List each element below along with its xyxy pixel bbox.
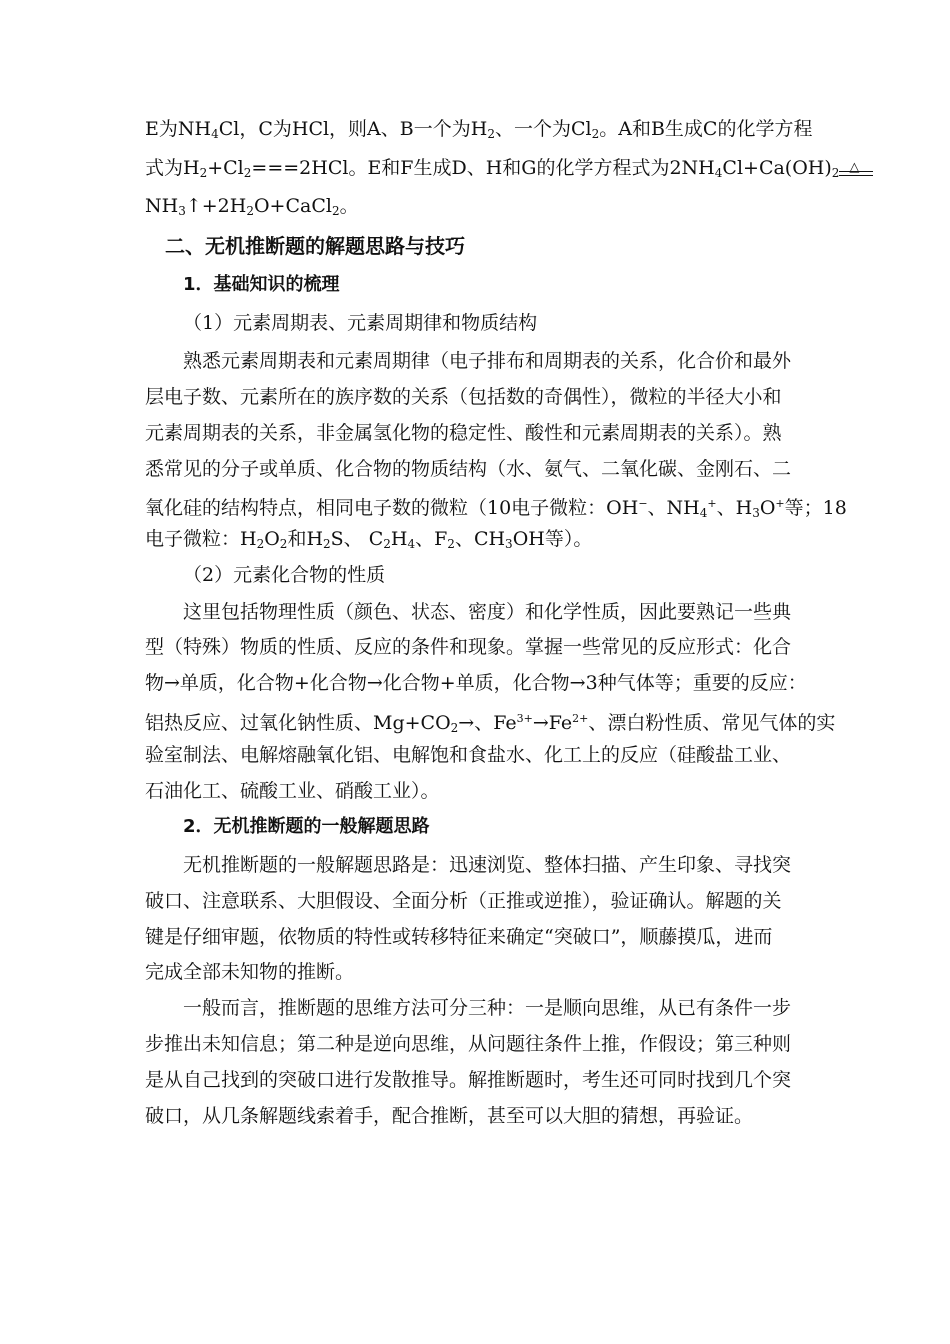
text-run: 、一个为Cl (494, 118, 592, 140)
subscript: 2 (279, 537, 288, 551)
text-run: H (390, 528, 408, 550)
paragraph-line: 熟悉元素周期表和元素周期律（电子排布和周期表的关系，化合价和最外 (183, 350, 792, 372)
text-run: 。 (339, 195, 359, 217)
subscript: 4 (699, 506, 708, 520)
paragraph-line: 一般而言，推断题的思维方法可分三种：一是顺向思维，从已有条件一步 (183, 997, 792, 1019)
subscript: 2 (256, 537, 265, 551)
paragraph-title: （2）元素化合物的性质 (183, 564, 386, 586)
text-run: 氧化硅的结构特点，相同电子数的微粒（10电子微粒：OH (145, 497, 639, 519)
text-run: 、F (415, 528, 448, 550)
paragraph-line (145, 527, 592, 556)
superscript: − (638, 497, 648, 510)
text-run: OH等）。 (512, 528, 593, 550)
subsection-heading: 1．基础知识的梳理 (183, 274, 340, 295)
text-line (145, 194, 359, 223)
subscript: 2 (383, 537, 391, 551)
text-run: →、Fe (458, 712, 517, 734)
text-run: ↑+2H (185, 195, 247, 217)
text-run: ===2HCl。E和F生成D、H和G的化学方程式为2NH (251, 157, 715, 179)
superscript: + (707, 497, 717, 510)
text-run: NH (145, 195, 179, 217)
text-run: O (264, 528, 280, 550)
text-run: +Cl (207, 157, 244, 179)
paragraph-line: 层电子数、元素所在的族序数的关系（包括数的奇偶性），微粒的半径大小和 (145, 386, 782, 408)
paragraph-line: 完成全部未知物的推断。 (145, 961, 355, 983)
text-run: 式为H (145, 157, 200, 179)
text-run: 、H (716, 497, 753, 519)
text-run: S、 C (330, 528, 384, 550)
paragraph-title: （1）元素周期表、元素周期律和物质结构 (183, 312, 538, 334)
subscript: 2 (447, 537, 455, 551)
subscript: 2 (591, 127, 600, 141)
text-line (145, 156, 873, 185)
paragraph-line: 元素周期表的关系，非金属氢化物的稳定性、酸性和元素周期表的关系）。熟 (145, 422, 782, 444)
subscript: 3 (178, 204, 186, 218)
text-run: Cl+Ca(OH) (722, 157, 832, 179)
text-run: 、NH (647, 497, 700, 519)
paragraph-line: 悉常见的分子或单质、化合物的物质结构（水、氨气、二氧化碳、金刚石、二 (145, 458, 792, 480)
paragraph-line: 步推出未知信息；第二种是逆向思维，从问题往条件上推，作假设；第三种则 (145, 1033, 792, 1055)
subscript: 4 (407, 537, 416, 551)
subscript: 2 (450, 721, 459, 735)
delta-icon: △ (849, 160, 860, 175)
paragraph-line: 无机推断题的一般解题思路是：迅速浏览、整体扫描、产生印象、寻找突 (183, 854, 792, 876)
superscript: 3+ (516, 712, 533, 725)
subscript: 2 (487, 127, 495, 141)
subscript: 4 (714, 166, 723, 180)
subscript: 3 (752, 506, 760, 520)
text-line (145, 117, 812, 146)
text-run: 。A和B生成C的化学方程 (599, 118, 813, 140)
text-run: 电子微粒：H (145, 528, 257, 550)
paragraph-line: 这里包括物理性质（颜色、状态、密度）和化学性质，因此要熟记一些典 (183, 601, 792, 623)
paragraph-line: 验室制法、电解熔融氧化铝、电解饱和食盐水、化工上的反应（硅酸盐工业、 (145, 744, 792, 766)
text-run: O (759, 497, 776, 519)
paragraph-line: 物→单质，化合物+化合物→化合物+单质，化合物→3种气体等；重要的反应： (145, 672, 807, 694)
subscript: 4 (211, 127, 219, 141)
subscript: 2 (199, 166, 208, 180)
paragraph-line: 石油化工、硫酸工业、硝酸工业）。 (145, 780, 440, 802)
text-run: 、CH (454, 528, 506, 550)
paragraph-line: 破口，从几条解题线索着手，配合推断，甚至可以大胆的猜想，再验证。 (145, 1105, 754, 1127)
text-run: O+CaCl (253, 195, 332, 217)
subscript: 2 (243, 166, 252, 180)
text-run: →Fe (532, 712, 573, 734)
paragraph-line: 破口、注意联系、大胆假设、全面分析（正推或逆推），验证确认。解题的关 (145, 890, 782, 912)
subscript: 3 (505, 537, 513, 551)
paragraph-line: 型（特殊）物质的性质、反应的条件和现象。掌握一些常见的反应形式：化合 (145, 636, 792, 658)
text-run: 、漂白粉性质、常见气体的实 (588, 712, 836, 734)
text-run: 等；18 (784, 497, 847, 519)
text-run: 铝热反应、过氧化钠性质、Mg+CO (145, 712, 451, 734)
paragraph-line (145, 707, 835, 740)
text-run: Cl，C为HCl，则A、B一个为H (218, 118, 488, 140)
paragraph-line: 是从自己找到的突破口进行发散推导。解推断题时，考生还可同时找到几个突 (145, 1069, 792, 1091)
subscript: 2 (331, 204, 340, 218)
text-run: E为NH (145, 118, 212, 140)
subscript: 2 (831, 166, 840, 180)
heating-condition-symbol (839, 158, 873, 178)
paragraph-line (145, 492, 847, 525)
subscript: 2 (323, 537, 331, 551)
superscript: + (775, 497, 785, 510)
paragraph-line: 键是仔细审题，依物质的特性或转移特征来确定“突破口”，顺藤摸瓜，进而 (145, 926, 773, 948)
section-heading: 二、无机推断题的解题思路与技巧 (165, 234, 465, 258)
subsection-heading: 2．无机推断题的一般解题思路 (183, 816, 430, 837)
superscript: 2+ (572, 712, 589, 725)
text-run: 和H (287, 528, 324, 550)
subscript: 2 (246, 204, 254, 218)
